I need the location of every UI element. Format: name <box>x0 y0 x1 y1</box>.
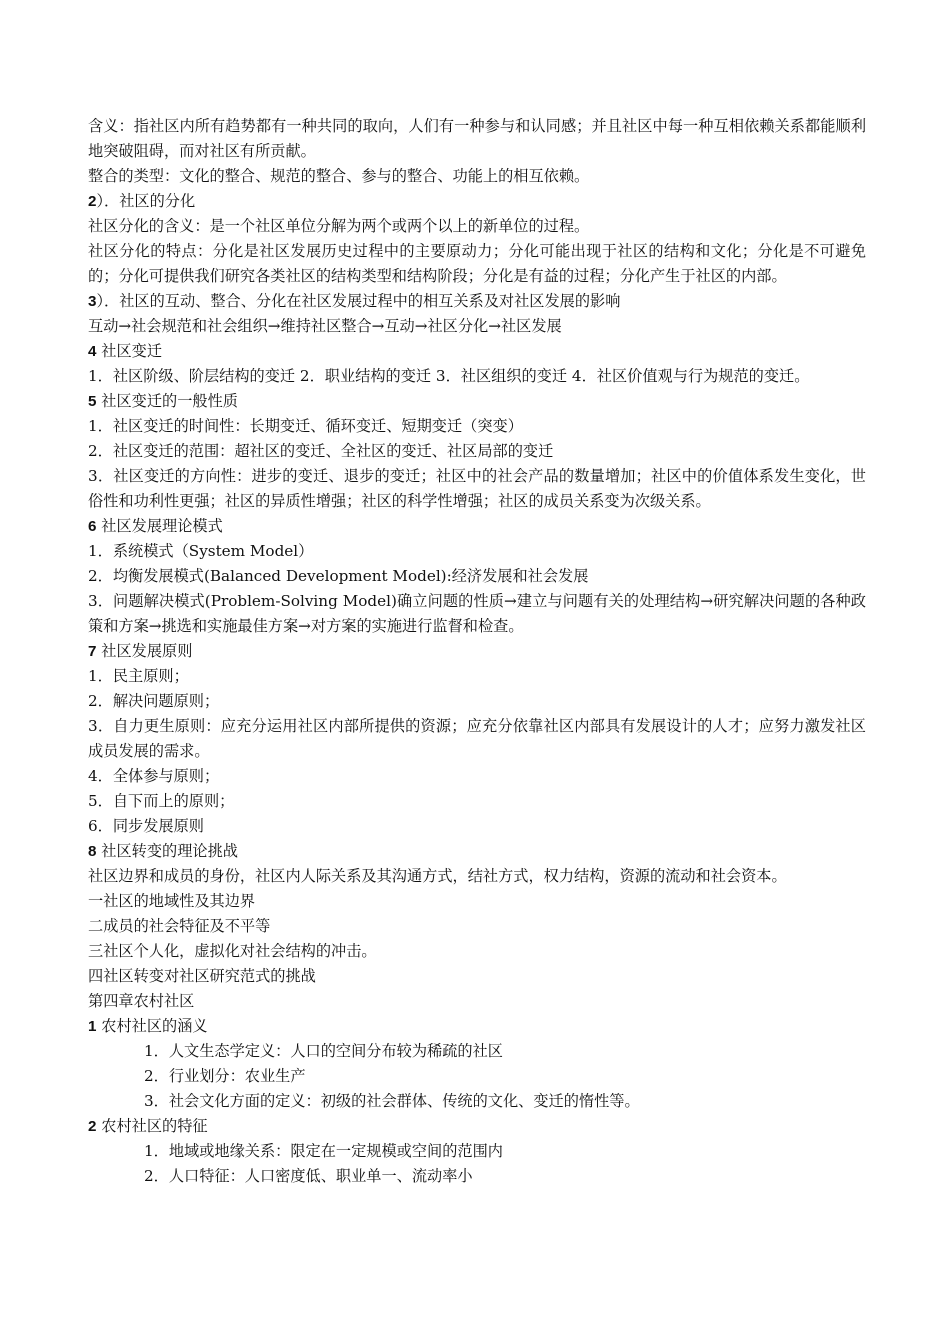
section-number: 4 <box>88 343 97 360</box>
list-item <box>88 1139 866 1164</box>
line-text: 6．同步发展原则 <box>88 817 204 835</box>
section-heading <box>88 1014 866 1039</box>
line-text: 农村社区的涵义 <box>96 1017 208 1035</box>
line-text: 1．社区阶级、阶层结构的变迁 2．职业结构的变迁 3．社区组织的变迁 4．社区价值观与行为规范的变迁。 <box>88 367 810 385</box>
paragraph <box>88 989 866 1014</box>
line-text: 三社区个人化，虚拟化对社会结构的冲击。 <box>88 942 377 960</box>
paragraph <box>88 864 866 889</box>
paragraph <box>88 239 866 289</box>
paragraph <box>88 939 866 964</box>
line-text: 1．民主原则； <box>88 667 189 685</box>
list-item <box>88 1164 866 1189</box>
paragraph <box>88 789 866 814</box>
list-item <box>88 1039 866 1064</box>
line-text: 社区分化的特点：分化是社区发展历史过程中的主要原动力；分化可能出现于社区的结构和文化；分化是不可避免的；分化可提供我们研究各类社区的结构类型和结构阶段；分化是有益的过程；分化产生于社区的内部。 <box>88 242 866 285</box>
line-text: 二成员的社会特征及不平等 <box>88 917 271 935</box>
section-number: 7 <box>88 643 97 660</box>
line-text: 1．人文生态学定义：人口的空间分布较为稀疏的社区 <box>144 1042 503 1060</box>
paragraph <box>88 464 866 514</box>
line-text: 4．全体参与原则； <box>88 767 220 785</box>
section-number: 5 <box>88 393 97 410</box>
line-text: 第四章农村社区 <box>88 992 195 1010</box>
paragraph <box>88 964 866 989</box>
paragraph <box>88 564 866 589</box>
section-heading <box>88 839 866 864</box>
paragraph <box>88 214 866 239</box>
paragraph <box>88 114 866 164</box>
line-text: 社区边界和成员的身份，社区内人际关系及其沟通方式，结社方式，权力结构，资源的流动和社会资本。 <box>88 867 787 885</box>
section-heading <box>88 289 866 314</box>
line-text: 互动→社会规范和社会组织→维持社区整合→互动→社区分化→社区发展 <box>88 317 562 335</box>
line-text: 社区变迁的一般性质 <box>96 392 238 410</box>
line-text: 整合的类型：文化的整合、规范的整合、参与的整合、功能上的相互依赖。 <box>88 167 590 185</box>
line-text: 1．系统模式（System Model） <box>88 542 314 560</box>
list-item <box>88 1064 866 1089</box>
paragraph <box>88 889 866 914</box>
paragraph <box>88 314 866 339</box>
line-text: 2．行业划分：农业生产 <box>144 1067 306 1085</box>
section-heading <box>88 189 866 214</box>
list-item <box>88 1089 866 1114</box>
paragraph <box>88 664 866 689</box>
line-text: 含义：指社区内所有趋势都有一种共同的取向，人们有一种参与和认同感；并且社区中每一种互相依赖关系都能顺利地突破阻碍，而对社区有所贡献。 <box>88 117 866 160</box>
paragraph <box>88 589 866 639</box>
line-text: 社区变迁 <box>96 342 163 360</box>
line-text: 1．社区变迁的时间性：长期变迁、循环变迁、短期变迁（突变） <box>88 417 523 435</box>
section-number: 2 <box>88 1118 97 1135</box>
line-text: 农村社区的特征 <box>96 1117 208 1135</box>
section-heading <box>88 1114 866 1139</box>
section-heading <box>88 339 866 364</box>
paragraph <box>88 914 866 939</box>
paragraph <box>88 689 866 714</box>
paragraph <box>88 714 866 764</box>
line-text: 3．社区变迁的方向性：进步的变迁、退步的变迁；社区中的社会产品的数量增加；社区中的价值体系发生变化，世俗性和功利性更强；社区的异质性增强；社区的科学性增强；社区的成员关系变为次级关系。 <box>88 467 866 510</box>
section-number: 8 <box>88 843 97 860</box>
section-heading <box>88 389 866 414</box>
line-text: ）．社区的互动、整合、分化在社区发展过程中的相互关系及对社区发展的影响 <box>96 292 621 310</box>
section-number: 3 <box>88 293 97 310</box>
line-text: 2．社区变迁的范围：超社区的变迁、全社区的变迁、社区局部的变迁 <box>88 442 554 460</box>
section-heading <box>88 514 866 539</box>
section-number: 2 <box>88 193 97 210</box>
line-text: 社区发展原则 <box>96 642 193 660</box>
paragraph <box>88 764 866 789</box>
section-heading <box>88 639 866 664</box>
paragraph <box>88 439 866 464</box>
paragraph <box>88 364 866 389</box>
paragraph <box>88 814 866 839</box>
line-text: 一社区的地域性及其边界 <box>88 892 256 910</box>
line-text: 社区发展理论模式 <box>96 517 223 535</box>
line-text: 3．问题解决模式(Problem-Solving Model)确立问题的性质→建立与问题有关的处理结构→研究解决问题的各种政策和方案→挑选和实施最佳方案→对方案的实施进行监督和检查。 <box>88 592 866 635</box>
line-text: 社区分化的含义：是一个社区单位分解为两个或两个以上的新单位的过程。 <box>88 217 590 235</box>
line-text: 1．地域或地缘关系：限定在一定规模或空间的范围内 <box>144 1142 503 1160</box>
paragraph <box>88 164 866 189</box>
line-text: ）．社区的分化 <box>96 192 196 210</box>
line-text: 社区转变的理论挑战 <box>96 842 238 860</box>
document-body <box>88 114 866 1189</box>
line-text: 四社区转变对社区研究范式的挑战 <box>88 967 316 985</box>
section-number: 1 <box>88 1018 97 1035</box>
paragraph <box>88 539 866 564</box>
line-text: 2．解决问题原则； <box>88 692 220 710</box>
line-text: 3．自力更生原则：应充分运用社区内部所提供的资源；应充分依靠社区内部具有发展设计的人才；应努力激发社区成员发展的需求。 <box>88 717 866 760</box>
line-text: 3．社会文化方面的定义：初级的社会群体、传统的文化、变迁的惰性等。 <box>144 1092 640 1110</box>
paragraph <box>88 414 866 439</box>
line-text: 2．人口特征：人口密度低、职业单一、流动率小 <box>144 1167 473 1185</box>
line-text: 2．均衡发展模式(Balanced Development Model):经济发展和社会发展 <box>88 567 589 585</box>
section-number: 6 <box>88 518 97 535</box>
line-text: 5．自下而上的原则； <box>88 792 235 810</box>
